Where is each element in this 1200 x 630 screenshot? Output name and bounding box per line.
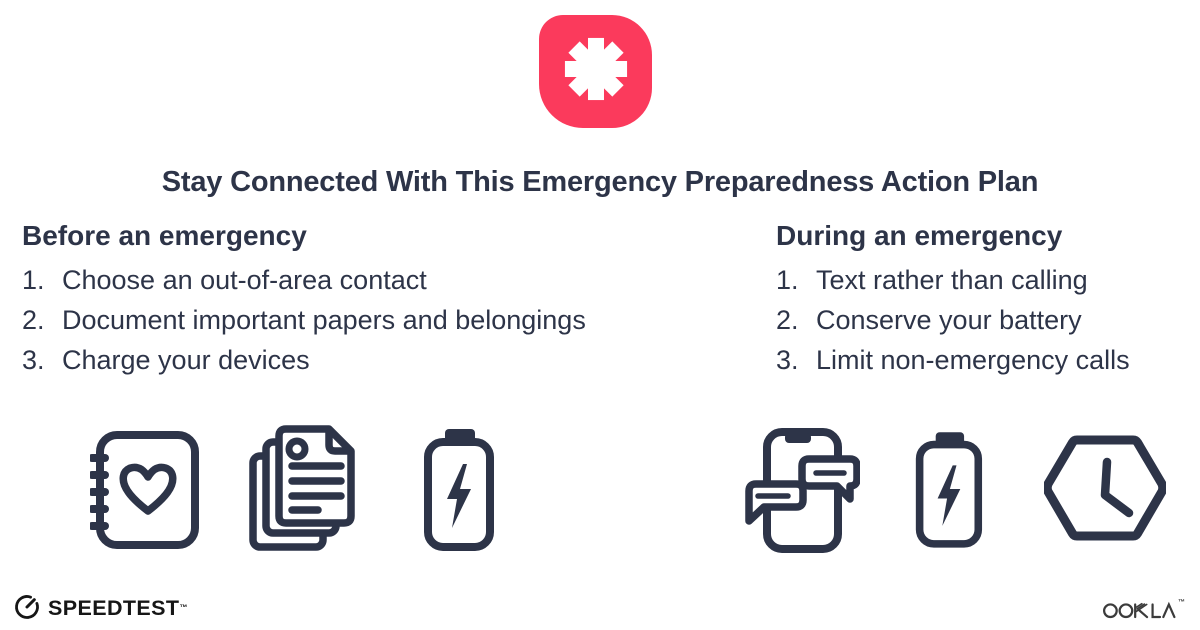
list-marker: 3. (22, 345, 45, 375)
list-marker: 1. (22, 265, 45, 295)
list-marker: 2. (22, 305, 45, 335)
list-item (776, 300, 1196, 340)
battery-charge-icon (421, 427, 495, 551)
during-emergency-list (776, 260, 1196, 380)
list-item (22, 260, 722, 300)
battery-charge-icon (913, 427, 983, 551)
list-item-text: Limit non-emergency calls (816, 345, 1130, 375)
list-item-text: Document important papers and belongings (62, 305, 586, 335)
document-stack-icon (245, 421, 360, 551)
list-marker: 3. (776, 345, 799, 375)
ookla-wordmark (1103, 599, 1177, 626)
during-emergency-heading: During an emergency (776, 220, 1063, 251)
during-emergency-section (776, 219, 1196, 380)
ookla-trademark: ™ (1178, 599, 1185, 606)
before-emergency-section (22, 219, 722, 380)
emergency-asterisk-tile (539, 15, 652, 128)
before-emergency-list (22, 260, 722, 380)
list-item (22, 300, 722, 340)
speedtest-wordmark: SPEEDTEST (48, 596, 180, 620)
speedtest-gauge-icon (13, 592, 41, 625)
speedtest-logo (13, 592, 187, 625)
list-item (22, 340, 722, 380)
page-title: Stay Connected With This Emergency Preparedness Action Plan (161, 166, 1039, 199)
list-item (776, 340, 1196, 380)
list-marker: 2. (776, 305, 799, 335)
contact-book-heart-icon (90, 428, 202, 552)
list-item-text: Choose an out-of-area contact (62, 265, 427, 295)
list-item (776, 260, 1196, 300)
list-item-text: Conserve your battery (816, 305, 1082, 335)
list-item-text: Text rather than calling (816, 265, 1088, 295)
before-emergency-heading: Before an emergency (22, 220, 307, 251)
list-item-text: Charge your devices (62, 345, 310, 375)
emergency-asterisk-icon (564, 37, 628, 106)
list-marker: 1. (776, 265, 799, 295)
phone-messages-icon (740, 426, 860, 556)
ookla-logo (1103, 599, 1184, 626)
clock-hexagon-icon (1044, 432, 1166, 544)
speedtest-trademark: ™ (179, 603, 188, 612)
